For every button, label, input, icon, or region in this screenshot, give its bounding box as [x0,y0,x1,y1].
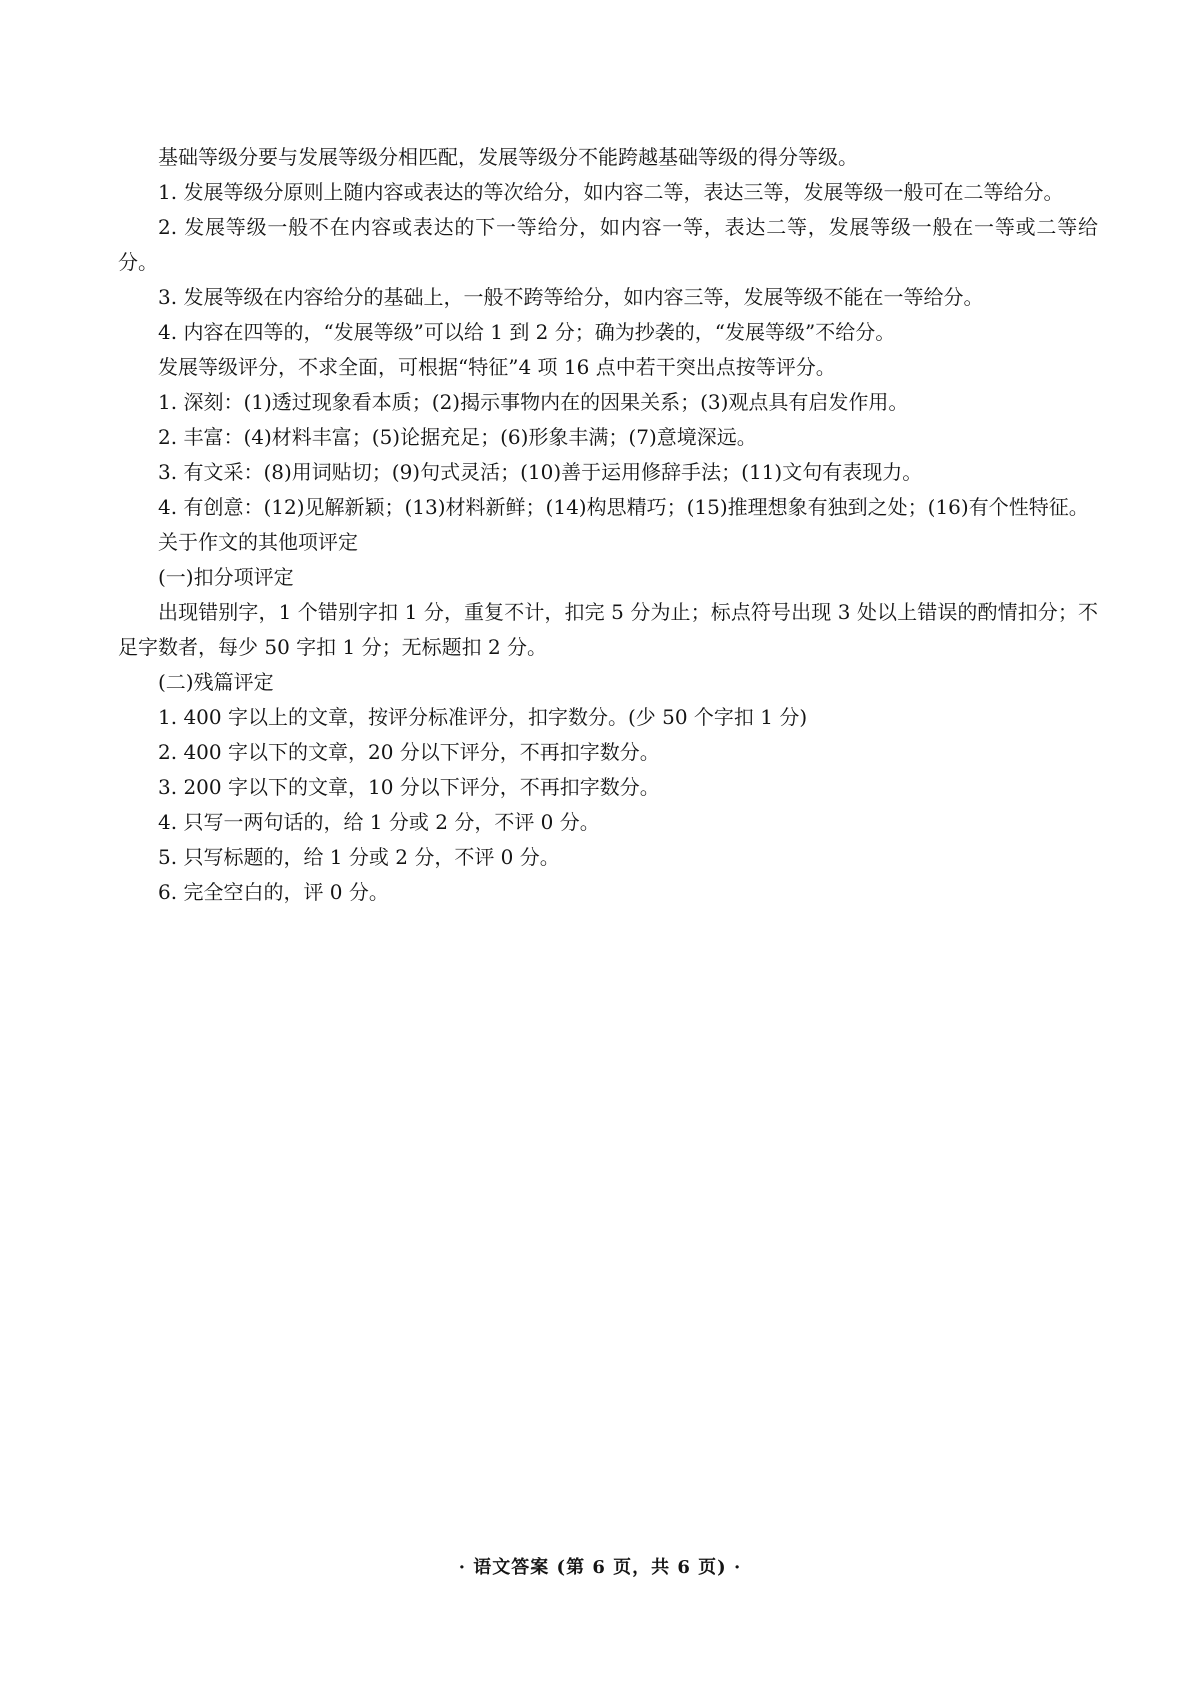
paragraph: 1. 深刻：(1)透过现象看本质；(2)揭示事物内在的因果关系；(3)观点具有启发作用。 [158,390,909,414]
list-item: 2. 400 字以下的文章，20 分以下评分，不再扣字数分。 [158,740,660,764]
paragraph: 3. 有文采：(8)用词贴切；(9)句式灵活；(10)善于运用修辞手法；(11)文句有表现力。 [158,460,923,484]
paragraph: 发展等级评分，不求全面，可根据“特征”4 项 16 点中若干突出点按等评分。 [158,355,836,379]
list-item: 3. 200 字以下的文章，10 分以下评分，不再扣字数分。 [158,775,660,799]
paragraph: 1. 发展等级分原则上随内容或表达的等次给分，如内容二等，表达三等，发展等级一般可在二等给分。 [158,180,1064,204]
section-heading: 关于作文的其他项评定 [158,530,358,554]
paragraph: 出现错别字，1 个错别字扣 1 分，重复不计，扣完 5 分为止；标点符号出现 3 处以上错误的酌情扣分；不足字数者，每少 50 字扣 1 分；无标题扣 2 分。 [118,600,1098,659]
paragraph: 2. 发展等级一般不在内容或表达的下一等给分，如内容一等，表达二等，发展等级一般在一等或二等给分。 [118,215,1098,274]
paragraph: 基础等级分要与发展等级分相匹配，发展等级分不能跨越基础等级的得分等级。 [158,145,858,169]
list-item: 4. 只写一两句话的，给 1 分或 2 分，不评 0 分。 [158,810,600,834]
paragraph: 2. 丰富：(4)材料丰富；(5)论据充足；(6)形象丰满；(7)意境深远。 [158,425,757,449]
list-item: 6. 完全空白的，评 0 分。 [158,880,389,904]
list-item: 5. 只写标题的，给 1 分或 2 分，不评 0 分。 [158,845,560,869]
paragraph: 3. 发展等级在内容给分的基础上，一般不跨等给分，如内容三等，发展等级不能在一等给分。 [158,285,984,309]
subsection-heading: (二)残篇评定 [158,670,274,694]
paragraph: 4. 内容在四等的，“发展等级”可以给 1 到 2 分；确为抄袭的，“发展等级”不给分。 [158,320,896,344]
subsection-heading: (一)扣分项评定 [158,565,294,589]
body-text [118,140,1098,910]
list-item: 1. 400 字以上的文章，按评分标准评分，扣字数分。(少 50 个字扣 1 分) [158,705,808,729]
paragraph: 4. 有创意：(12)见解新颖；(13)材料新鲜；(14)构思精巧；(15)推理想象有独到之处；(16)有个性特征。 [158,495,1089,519]
page-footer: · 语文答案 (第 6 页，共 6 页) · [458,1557,742,1578]
